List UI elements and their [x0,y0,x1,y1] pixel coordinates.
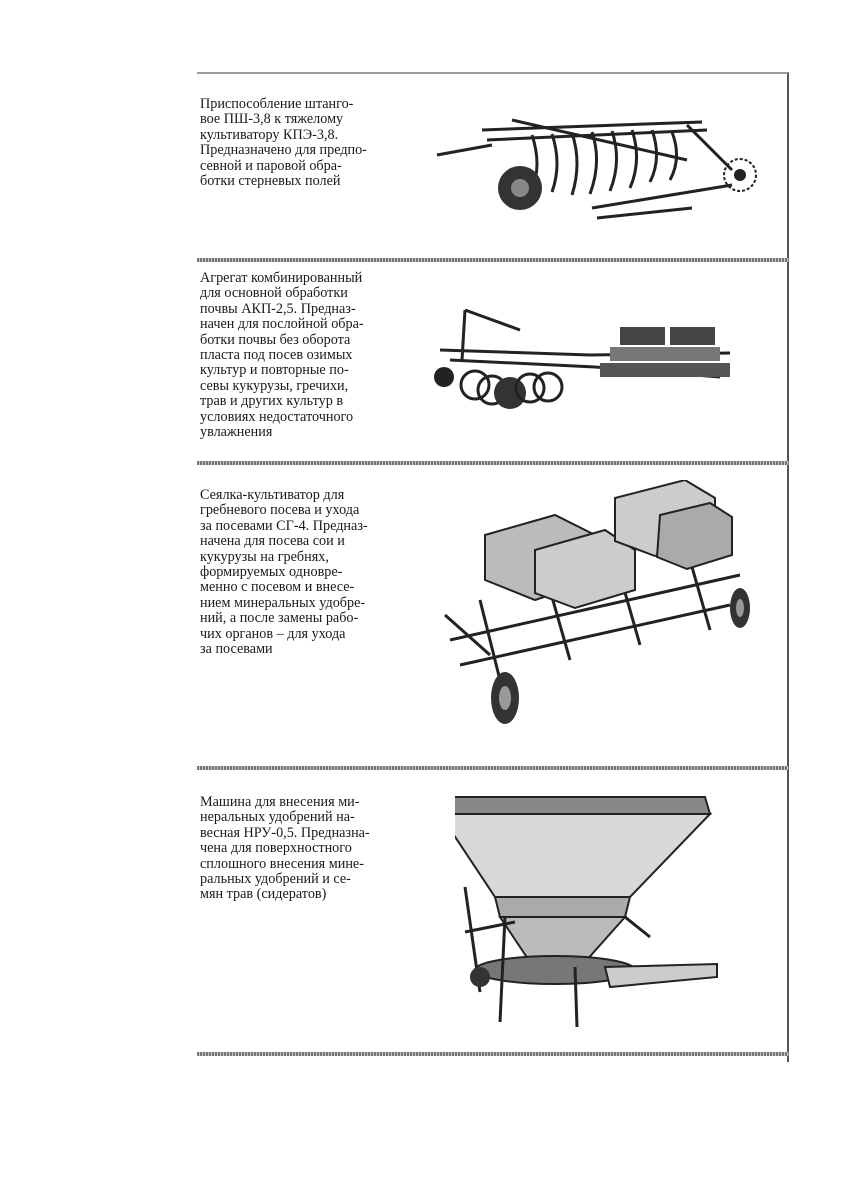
fertilizer-spreader-illustration [455,792,725,1042]
section-divider [197,258,789,262]
seeder-cultivator-illustration [430,480,760,730]
entry-4-description: Машина для внесения ми- неральных удобрений на- весная НРУ-0,5. Предназна- чена для поверхностного сплошного внесения мине- ральных удобрений и се- мян трав (сидератов) [200,794,370,903]
entry-3-description: Сеялка-культиватор для гребневого посева и ухода за посевами СГ-4. Предназ- начена для посева сои и кукурузы на гребнях, формируемых одновре- менно с посевом и внесе- нием минеральных удобре- ний, а после замены рабо- чих органов – для ухода за посевами [200,487,368,658]
entry-1-description: Приспособление штанго- вое ПШ-3,8 к тяжелому культиватору КПЭ-3,8. Предназначено для предпо- севной и паровой обра- ботки стерневых полей [200,96,367,190]
combined-tillage-unit-illustration [430,305,750,415]
section-divider [197,766,789,770]
entry-2-description: Агрегат комбинированный для основной обработки почвы АКП-2,5. Предназ- начен для послойной обра- ботки почвы без оборота пласта под посев озимых культур и повторные по- севы кукурузы, гречихи, трав и других культур в условиях недостаточного увлажнения [200,270,364,441]
section-divider [197,1052,789,1056]
section-divider [197,461,789,465]
cultivator-bar-illustration [432,100,762,225]
